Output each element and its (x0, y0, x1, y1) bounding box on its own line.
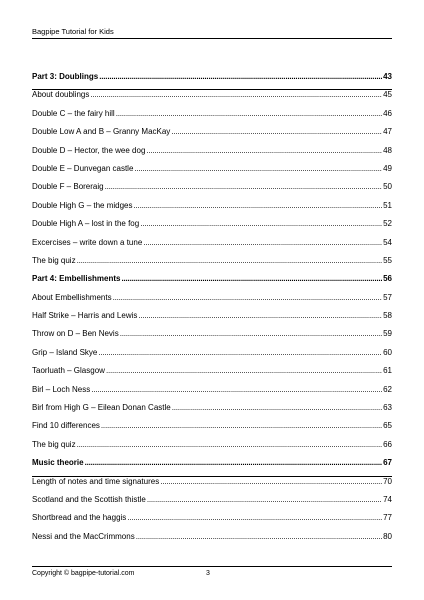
toc-entry[interactable] (32, 256, 392, 274)
toc-entry-title: Double High A – lost in the fog (32, 219, 140, 229)
toc-entry-title: Double E – Dunvegan castle (32, 163, 134, 173)
toc-leader-dots (113, 293, 383, 302)
toc-entry-title: Shortbread and the haggis (32, 513, 127, 523)
toc-entry[interactable] (32, 513, 392, 531)
toc-entry-page: 49 (383, 163, 392, 173)
toc-entry-title: The big quiz (32, 255, 76, 265)
toc-leader-dots (106, 366, 382, 375)
toc-leader-dots (127, 513, 382, 522)
toc-entry-title: Throw on D – Ben Nevis (32, 329, 119, 339)
toc-leader-dots (116, 109, 382, 118)
page-header (32, 27, 392, 39)
toc-leader-dots (101, 421, 382, 430)
toc-entry-page: 45 (383, 90, 392, 100)
toc-leader-dots (160, 477, 382, 486)
toc-entry[interactable] (32, 238, 392, 256)
toc-entry-title: Double Low A and B – Granny MacKay (32, 127, 171, 137)
toc-entry-page: 67 (383, 458, 392, 468)
toc-entry[interactable] (32, 477, 392, 495)
toc-leader-dots (136, 532, 382, 541)
toc-entry-page: 51 (383, 200, 392, 210)
toc-entry-title: Find 10 differences (32, 421, 100, 431)
table-of-contents (32, 72, 392, 550)
toc-entry-title: Half Strike – Harris and Lewis (32, 311, 138, 321)
toc-entry-page: 47 (383, 127, 392, 137)
toc-leader-dots (77, 256, 383, 265)
toc-entry-page: 57 (383, 292, 392, 302)
toc-entry[interactable] (32, 329, 392, 347)
toc-entry-title: Grip – Island Skye (32, 347, 98, 357)
toc-entry[interactable] (32, 90, 392, 108)
toc-entry[interactable] (32, 109, 392, 127)
toc-entry[interactable] (32, 219, 392, 237)
toc-leader-dots (134, 201, 383, 210)
toc-entry-page: 60 (383, 347, 392, 357)
toc-entry[interactable] (32, 293, 392, 311)
toc-entry[interactable] (32, 72, 392, 90)
toc-entry[interactable] (32, 421, 392, 439)
toc-entry-page: 43 (383, 72, 392, 81)
toc-leader-dots (171, 127, 382, 136)
toc-leader-dots (77, 440, 383, 449)
toc-entry[interactable] (32, 366, 392, 384)
toc-entry-page: 52 (383, 219, 392, 229)
toc-leader-dots (99, 72, 382, 81)
toc-entry-title: Music theorie (32, 458, 84, 468)
toc-entry-page: 50 (383, 182, 392, 192)
page-number: 3 (206, 570, 210, 577)
toc-leader-dots (147, 495, 382, 504)
toc-leader-dots (138, 311, 382, 320)
toc-entry-page: 62 (383, 384, 392, 394)
toc-entry[interactable] (32, 127, 392, 145)
toc-leader-dots (98, 348, 382, 357)
toc-leader-dots (143, 238, 382, 247)
toc-entry[interactable] (32, 403, 392, 421)
toc-entry[interactable] (32, 458, 392, 476)
toc-entry-title: Double D – Hector, the wee dog (32, 145, 146, 155)
toc-leader-dots (120, 329, 382, 338)
toc-entry-title: Scotland and the Scottish thistle (32, 494, 146, 504)
toc-leader-dots (90, 90, 382, 99)
toc-entry-title: Birl from High G – Eilean Donan Castle (32, 403, 171, 413)
toc-entry[interactable] (32, 182, 392, 200)
toc-entry-page: 70 (383, 476, 392, 486)
toc-entry[interactable] (32, 385, 392, 403)
copyright-text: Copyright © bagpipe-tutorial.com (32, 570, 135, 577)
toc-entry-page: 46 (383, 108, 392, 118)
toc-leader-dots (91, 385, 382, 394)
toc-entry-title: Birl – Loch Ness (32, 384, 91, 394)
toc-entry[interactable] (32, 201, 392, 219)
toc-entry[interactable] (32, 495, 392, 513)
toc-entry-title: About Embellishments (32, 292, 112, 302)
toc-entry[interactable] (32, 164, 392, 182)
toc-leader-dots (140, 219, 382, 228)
toc-entry[interactable] (32, 274, 392, 292)
toc-entry-title: About doublings (32, 90, 90, 100)
toc-entry-page: 55 (383, 255, 392, 265)
toc-entry-title: Excercises – write down a tune (32, 237, 143, 247)
toc-entry-title: Double High G – the midges (32, 200, 133, 210)
toc-entry-title: Length of notes and time signatures (32, 476, 160, 486)
toc-leader-dots (105, 182, 383, 191)
page-footer (32, 566, 392, 577)
toc-entry-page: 65 (383, 421, 392, 431)
toc-entry[interactable] (32, 532, 392, 550)
toc-entry-page: 61 (383, 366, 392, 376)
toc-entry-title: Part 4: Embellishments (32, 274, 121, 284)
toc-leader-dots (85, 458, 383, 467)
toc-leader-dots (146, 146, 382, 155)
toc-entry-page: 58 (383, 311, 392, 321)
toc-entry-title: Taorluath – Glasgow (32, 366, 105, 376)
toc-entry-title: Double F – Boreraig (32, 182, 104, 192)
toc-entry-page: 56 (383, 274, 392, 284)
toc-entry-title: Double C – the fairy hill (32, 108, 115, 118)
toc-entry-page: 59 (383, 329, 392, 339)
toc-entry-page: 77 (383, 513, 392, 523)
toc-entry-page: 48 (383, 145, 392, 155)
toc-leader-dots (172, 403, 382, 412)
toc-entry-title: The big quiz (32, 439, 76, 449)
toc-entry-page: 66 (383, 439, 392, 449)
toc-entry[interactable] (32, 146, 392, 164)
toc-entry-title: Part 3: Doublings (32, 72, 99, 81)
toc-entry[interactable] (32, 440, 392, 458)
toc-entry-page: 74 (383, 494, 392, 504)
toc-entry-page: 54 (383, 237, 392, 247)
toc-entry[interactable] (32, 348, 392, 366)
toc-entry-page: 63 (383, 403, 392, 413)
toc-leader-dots (134, 164, 382, 173)
toc-entry[interactable] (32, 311, 392, 329)
toc-entry-page: 80 (383, 531, 392, 541)
toc-leader-dots (121, 274, 382, 283)
toc-entry-title: Nessi and the MacCrimmons (32, 531, 135, 541)
document-title: Bagpipe Tutorial for Kids (32, 27, 114, 36)
